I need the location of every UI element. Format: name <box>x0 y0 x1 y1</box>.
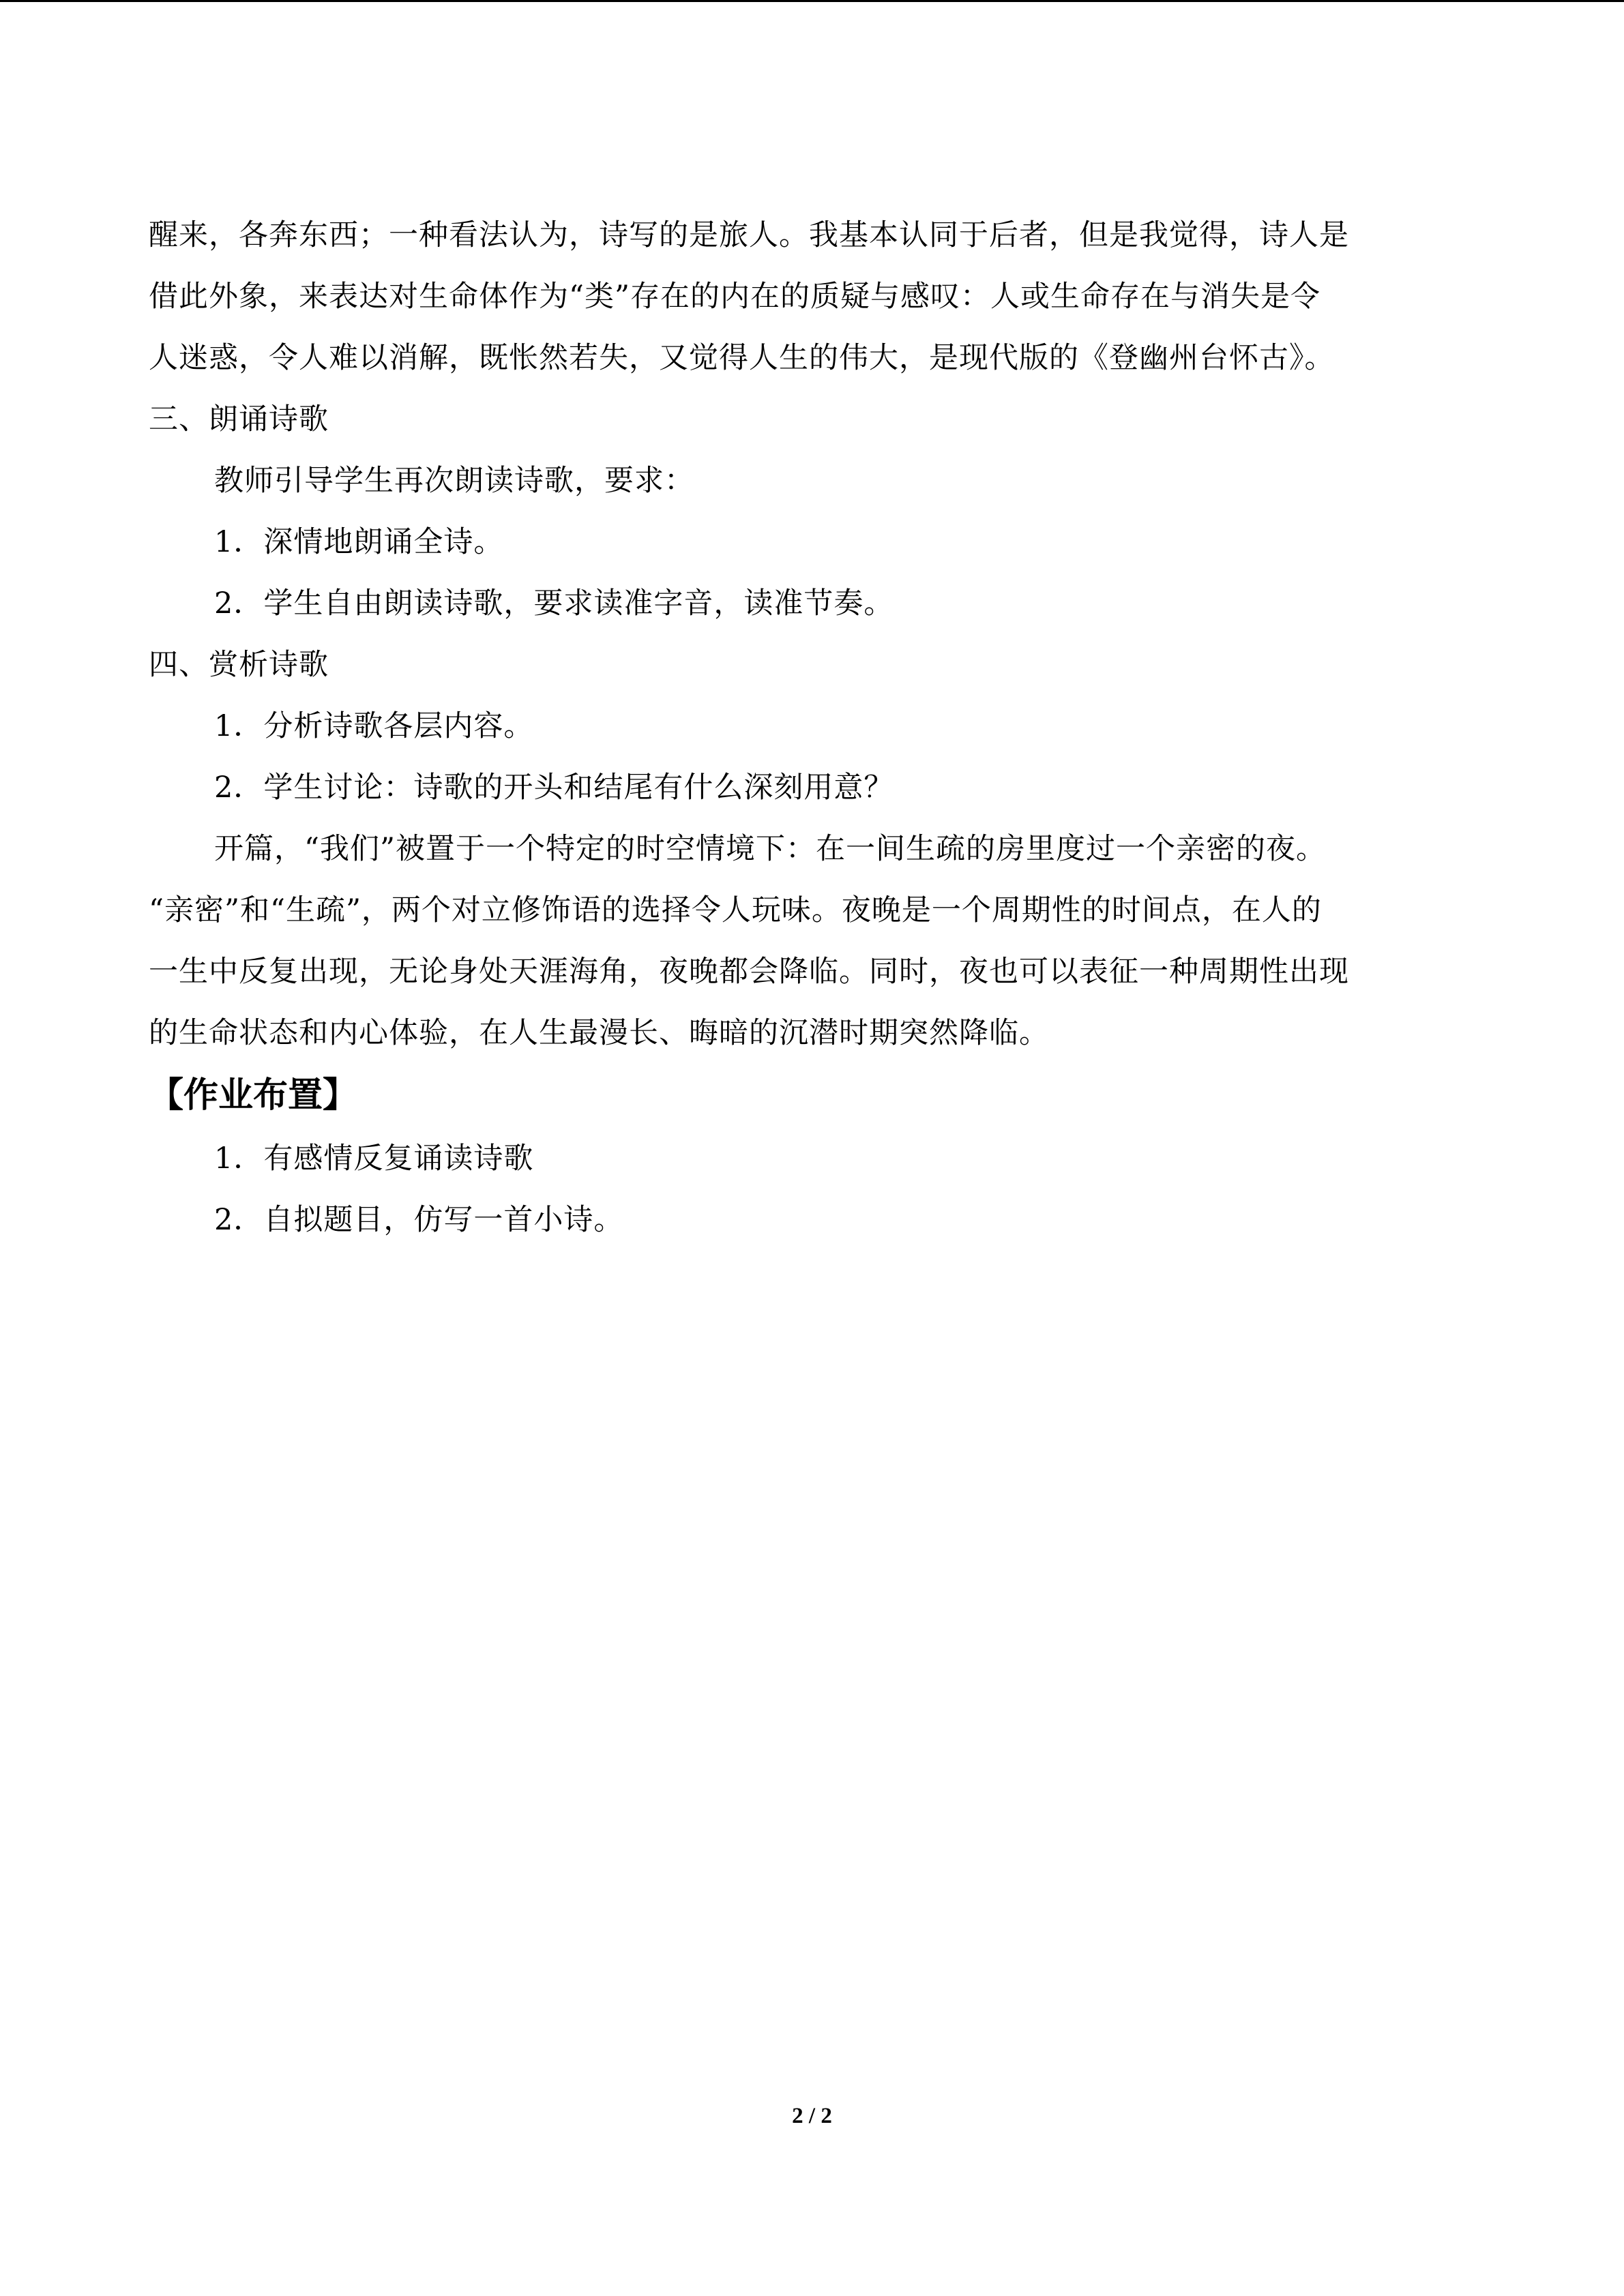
list-item: 1．深情地朗诵全诗。 <box>214 525 504 559</box>
section-title-recite: 三、朗诵诗歌 <box>149 402 329 436</box>
document-page <box>149 205 1475 1251</box>
paragraph-line: “亲密”和“生疏”，两个对立修饰语的选择令人玩味。夜晚是一个周期性的时间点，在人的 <box>149 893 1322 927</box>
paragraph-line: 借此外象，来表达对生命体作为“类”存在的内在的质疑与感叹：人或生命存在与消失是令 <box>149 280 1320 314</box>
homework-heading: 【作业布置】 <box>149 1075 358 1116</box>
paragraph-line: 的生命状态和内心体验，在人生最漫长、晦暗的沉潜时期突然降临。 <box>149 1016 1049 1050</box>
page-number: 2 / 2 <box>792 2104 832 2128</box>
paragraph-line: 醒来，各奔东西；一种看法认为，诗写的是旅人。我基本认同于后者，但是我觉得，诗人是 <box>149 218 1349 252</box>
list-item: 2．学生讨论：诗歌的开头和结尾有什么深刻用意？ <box>214 771 894 805</box>
paragraph-line: 开篇，“我们”被置于一个特定的时空情境下：在一间生疏的房里度过一个亲密的夜。 <box>214 832 1326 866</box>
paragraph-line: 一生中反复出现，无论身处天涯海角，夜晚都会降临。同时，夜也可以表征一种周期性出现 <box>149 955 1349 989</box>
homework-item: 2．自拟题目，仿写一首小诗。 <box>214 1203 624 1237</box>
homework-item: 1．有感情反复诵读诗歌 <box>214 1142 534 1176</box>
section-title-appreciate: 四、赏析诗歌 <box>149 648 329 682</box>
section-intro: 教师引导学生再次朗读诗歌，要求： <box>214 464 694 498</box>
paragraph-line: 人迷惑，令人难以消解，既怅然若失，又觉得人生的伟大，是现代版的《登幽州台怀古》。 <box>149 341 1335 375</box>
top-border-rule <box>0 0 1624 2</box>
list-item: 1．分析诗歌各层内容。 <box>214 709 534 743</box>
list-item: 2．学生自由朗读诗歌，要求读准字音，读准节奏。 <box>214 586 894 621</box>
